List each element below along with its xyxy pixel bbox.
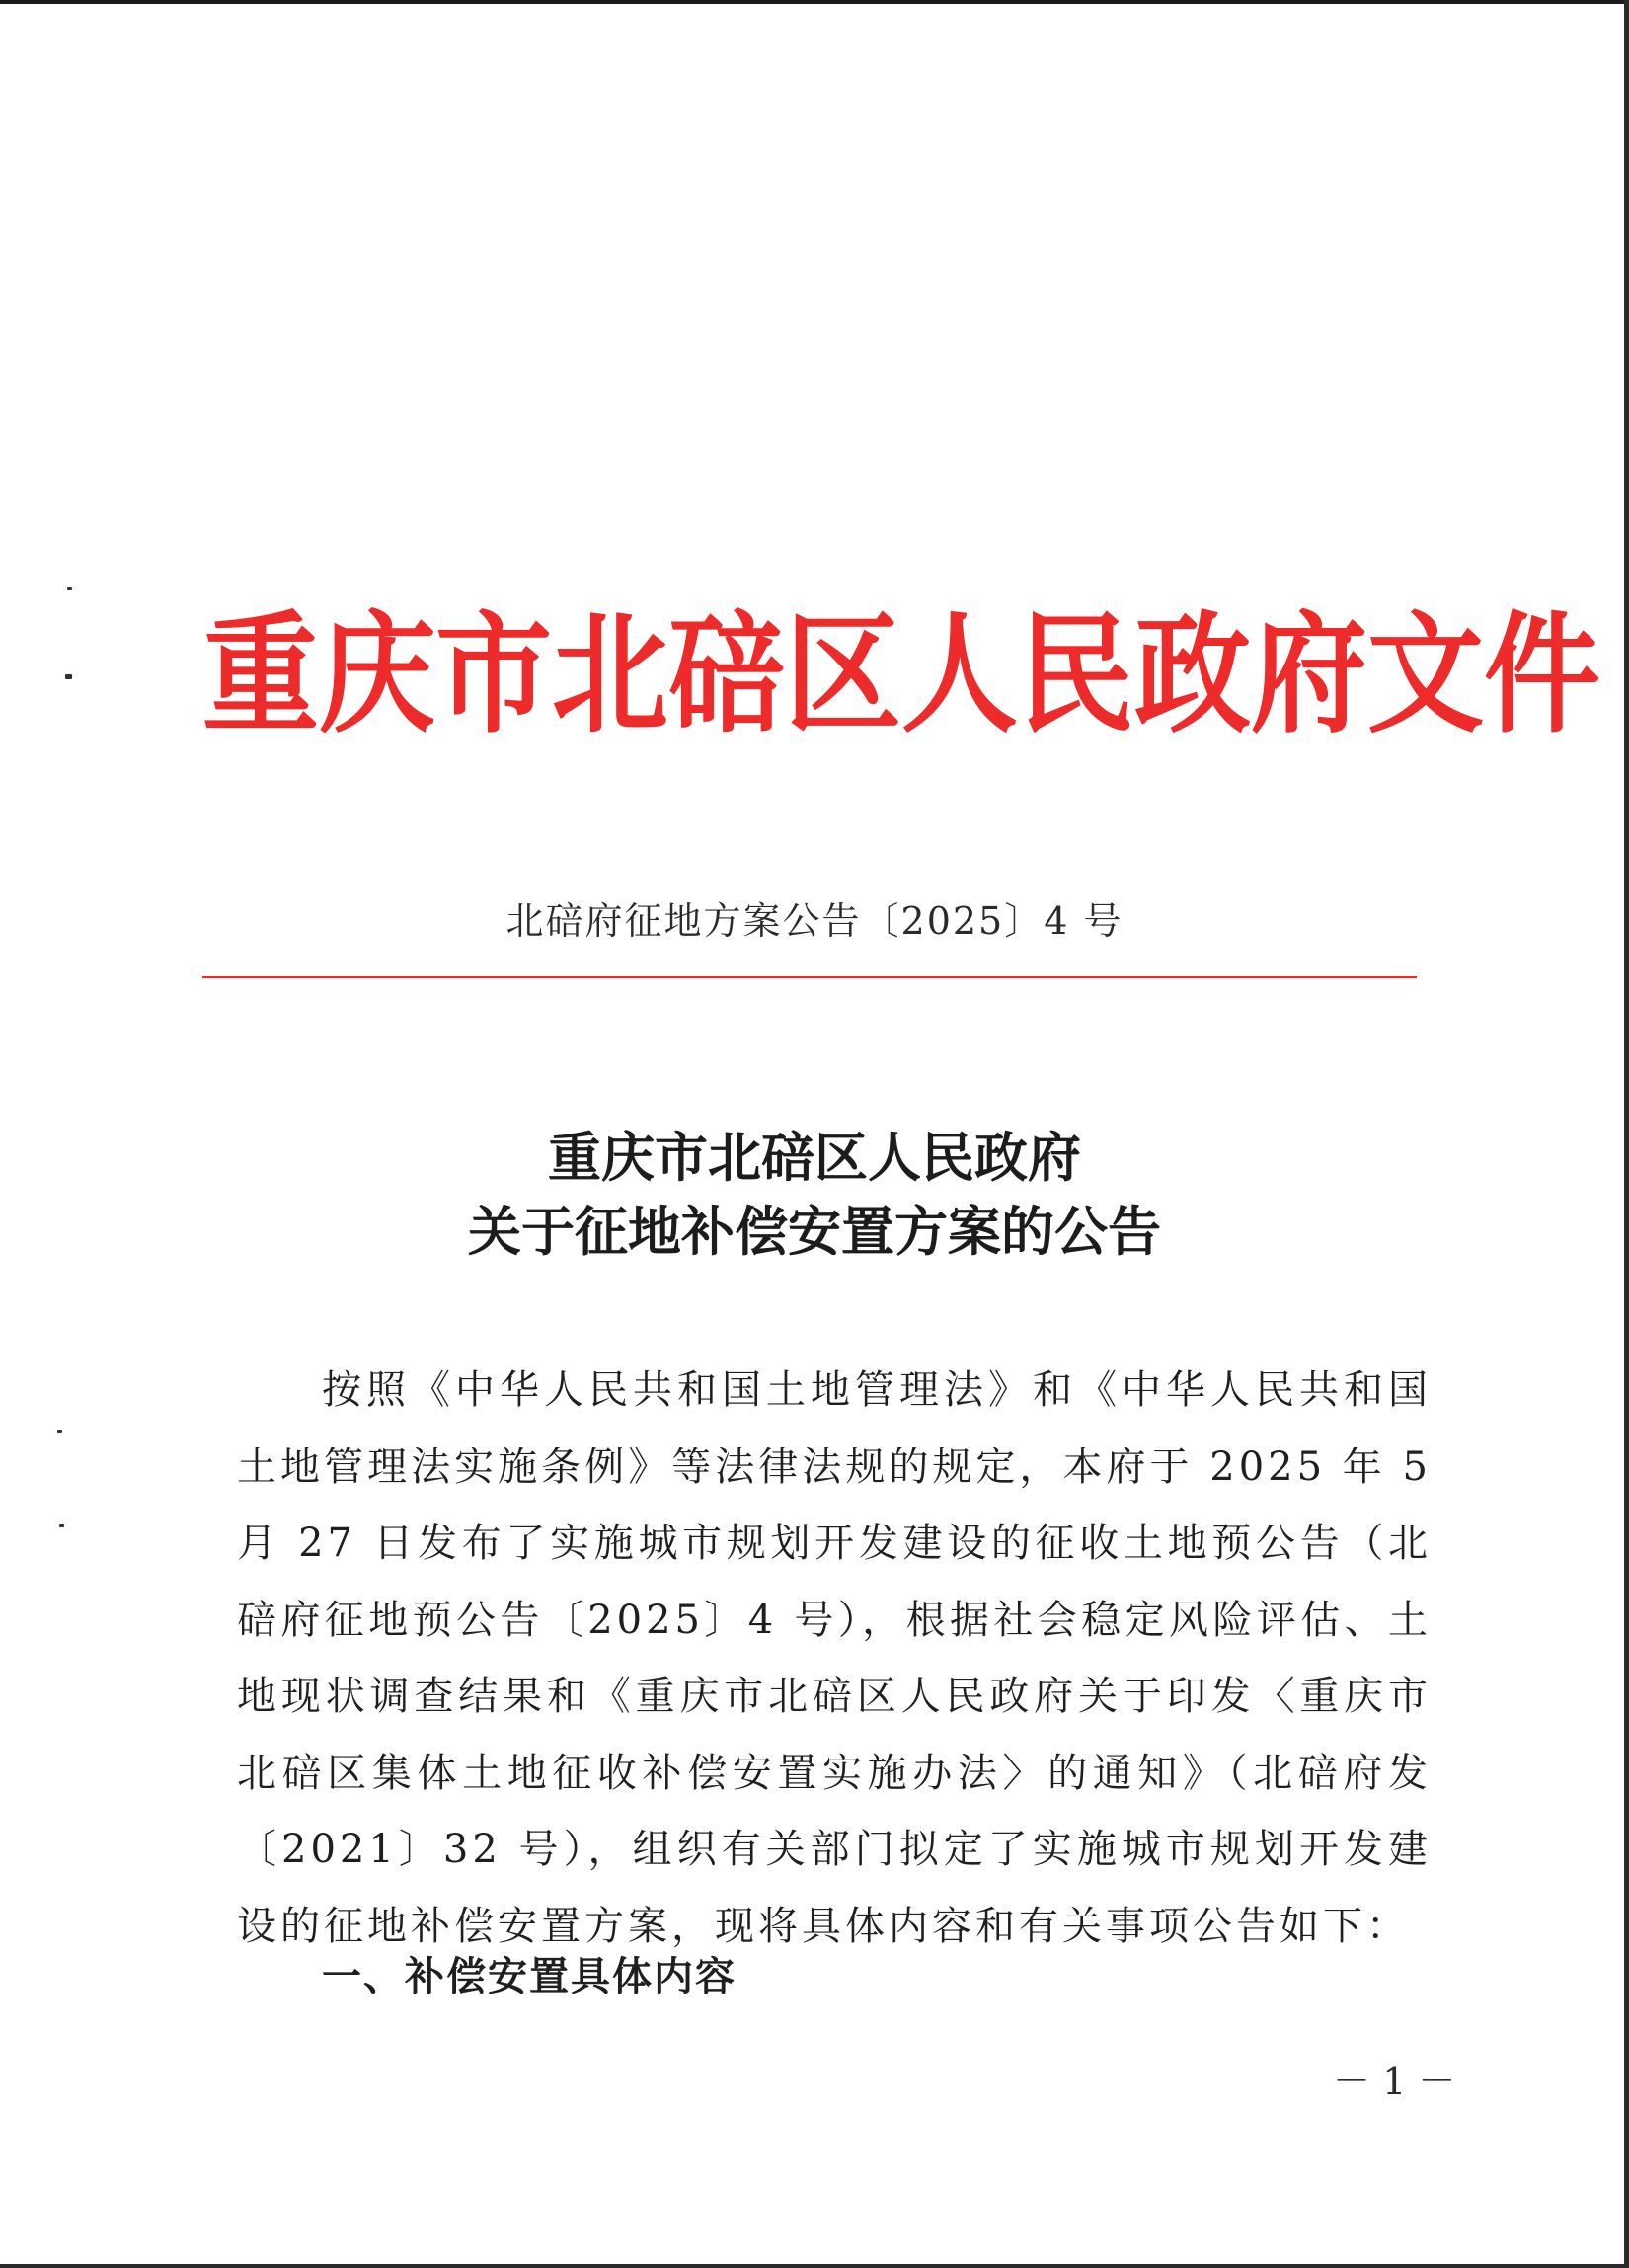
scan-speck [57, 1430, 62, 1433]
scan-border-bottom [0, 2264, 1629, 2268]
section-heading: 一、补偿安置具体内容 [322, 1954, 737, 1999]
page-number: － 1 － [1333, 2060, 1456, 2103]
scan-border-top [0, 0, 1629, 4]
scan-speck [67, 587, 72, 590]
document-masthead: 重庆市北碚区人民政府文件 [202, 597, 1601, 751]
notice-title-line-2: 关于征地补偿安置方案的公告 [468, 1200, 1161, 1263]
red-divider-line [202, 976, 1417, 978]
body-paragraph: 按照《中华人民共和国土地管理法》和《中华人民共和国土地管理法实施条例》等法律法规的规定，本府于 2025 年 5 月 27 日发布了实施城市规划开发建设的征收土地预公告（北碚府征地预公告〔2025〕4 号），根据社会稳定风险评估、土地现状调查结果和《重庆市北碚区人民政府关于印发〈重庆市北碚区集体土地征收补偿安置实施办法〉的通知》（北碚府发〔2021〕32 号），组织有关部门拟定了实施城市规划开发建设的征地补偿安置方案，现将具体内容和有关事项公告如下： [237, 1368, 1432, 1949]
scan-speck [59, 1524, 64, 1527]
notice-title-line-1: 重庆市北碚区人民政府 [548, 1126, 1081, 1189]
scan-speck [65, 674, 72, 679]
document-number: 北碚府征地方案公告〔2025〕4 号 [505, 899, 1124, 943]
